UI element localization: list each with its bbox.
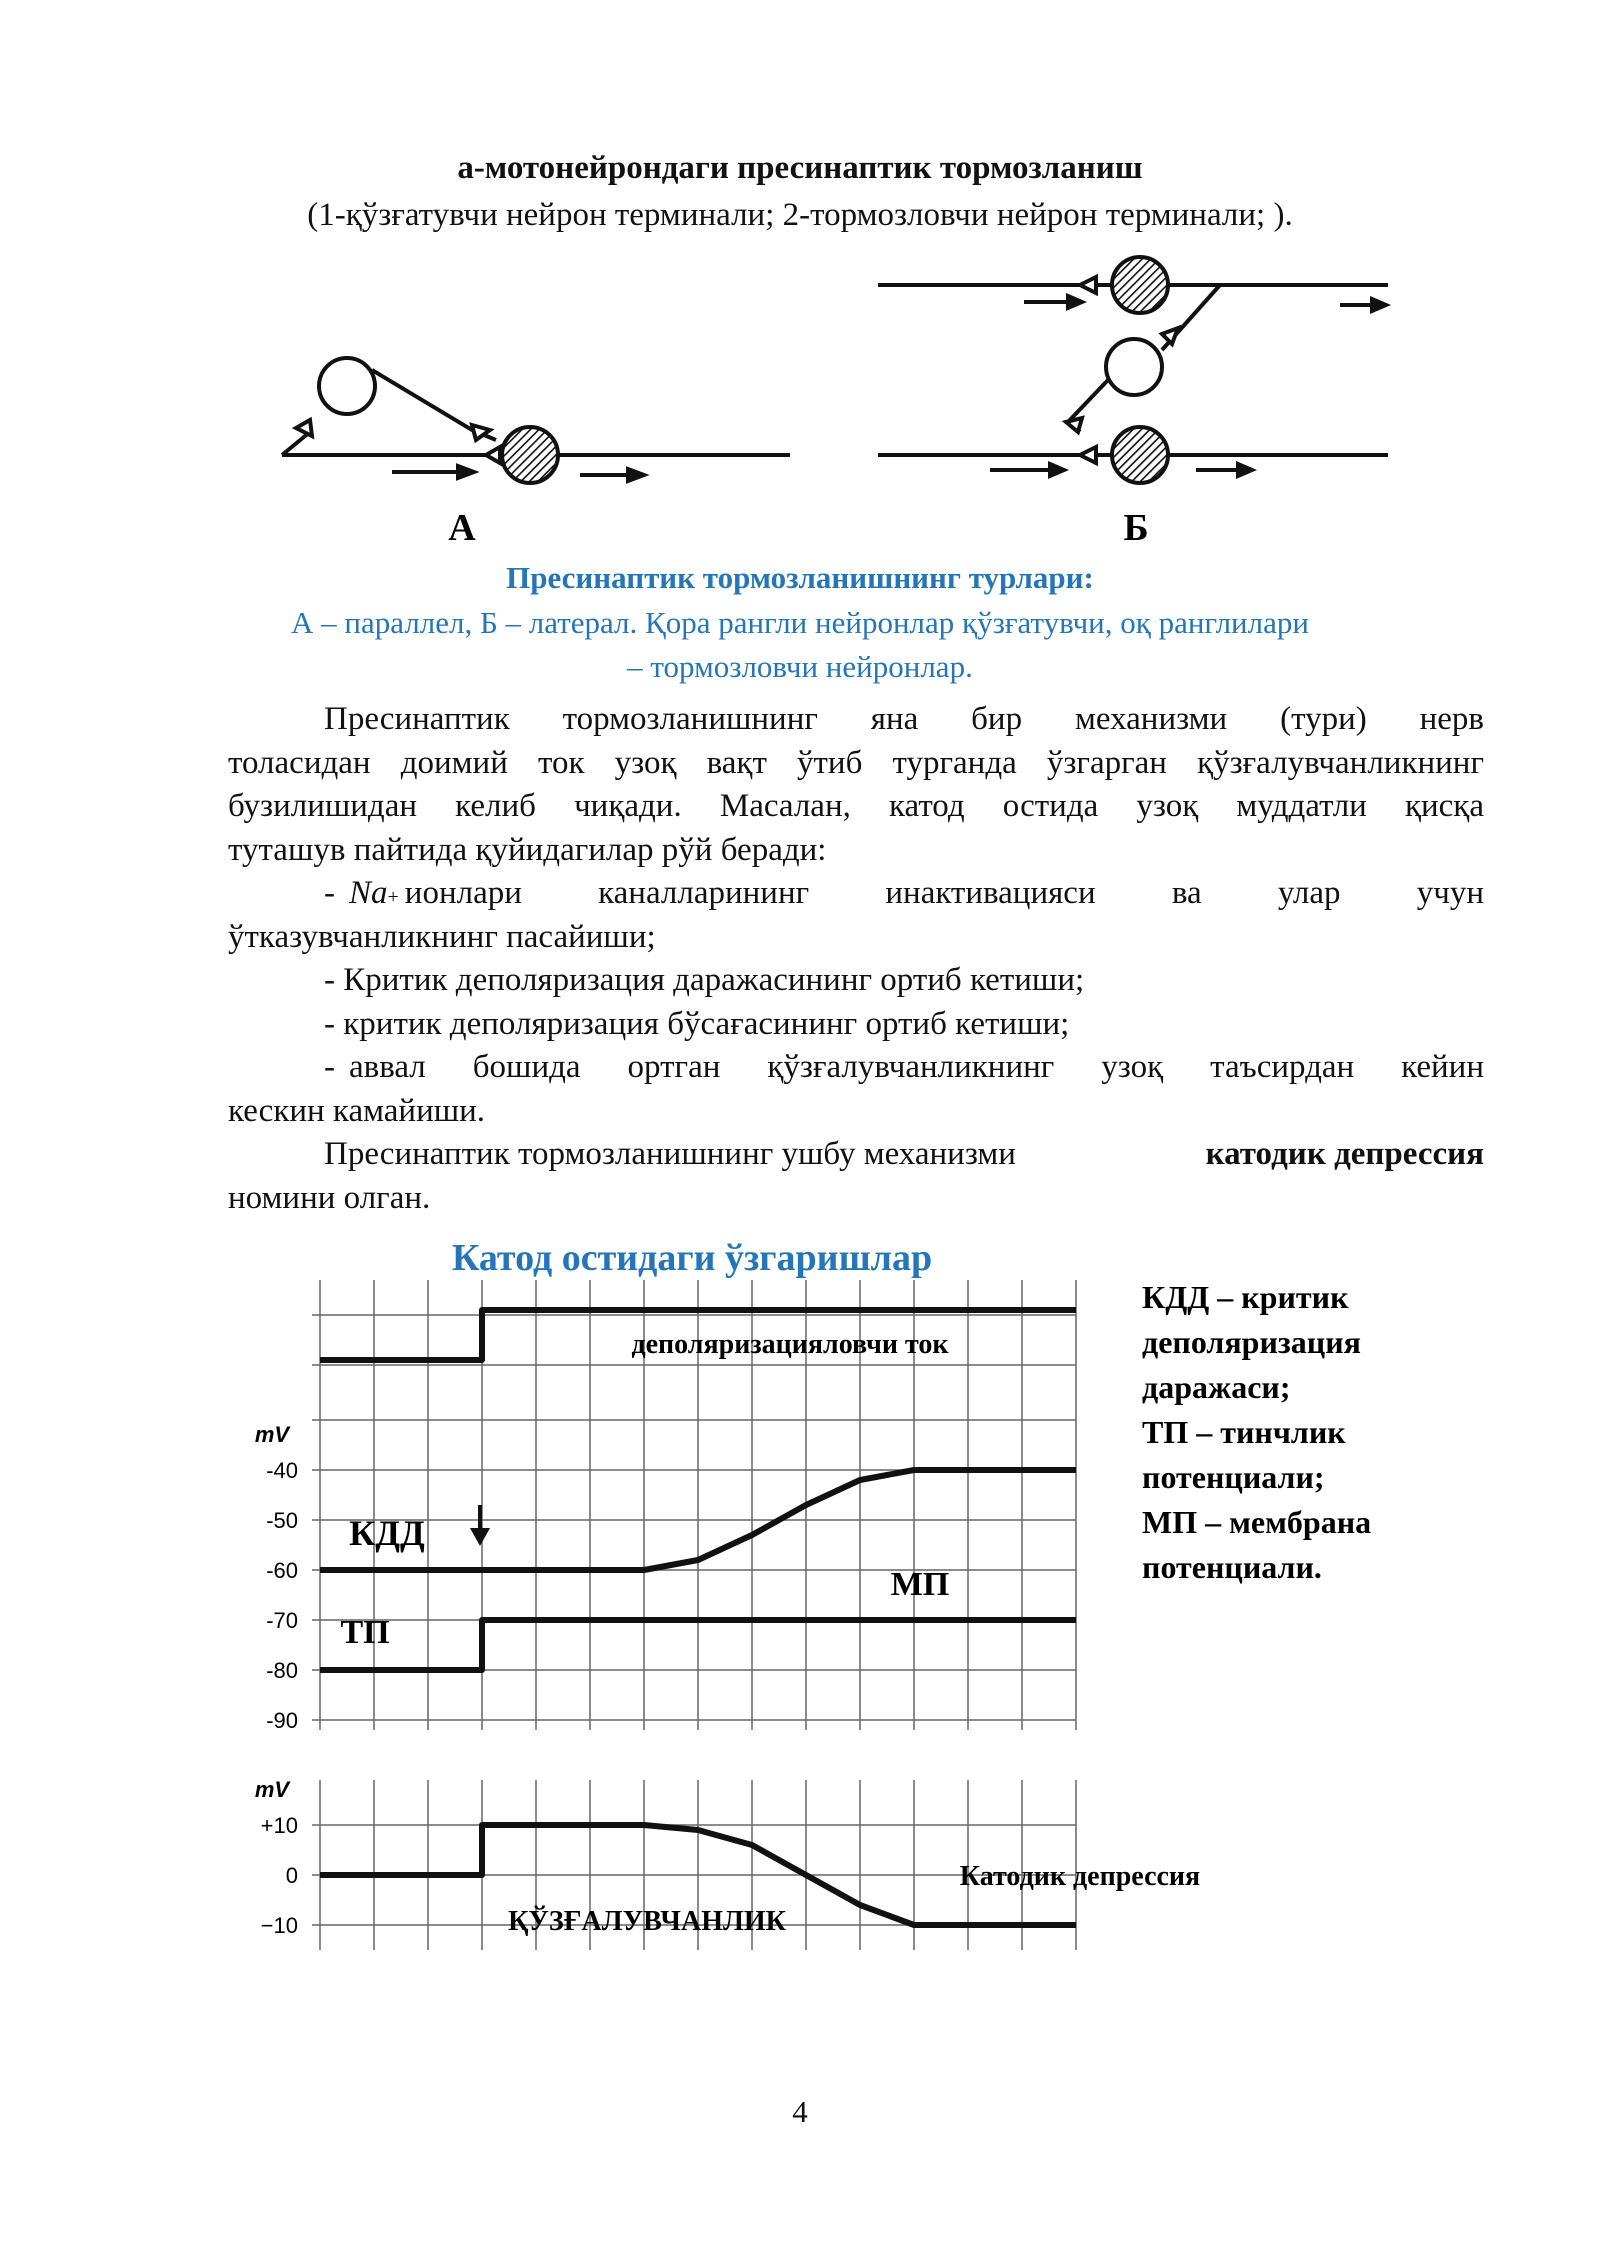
list-item-2: - Критик деполяризация даражасининг ортиб кетиши;	[324, 962, 1085, 998]
text-line: ўтказувчанликнинг пасайиши;	[228, 918, 656, 955]
label-kdd: КДД	[349, 1513, 425, 1553]
terminal-triangle	[1162, 328, 1178, 344]
neuron-branch	[282, 432, 310, 455]
tick-label: -80	[266, 1658, 298, 1683]
text-line: Критик деполяризация даражасининг ортиб кетиши;	[343, 962, 1085, 998]
text-line: бузилишидан келиб чиқади. Масалан, катод остида узоқ муддатли қисқа	[228, 788, 1484, 824]
list-item-4: - аввал бошида ортган қўзғалувчанликнинг узоқ таъсирдан кейин кескин камайиши.	[228, 1046, 1484, 1133]
list-item-1	[228, 872, 1484, 959]
tick-label: -50	[266, 1508, 298, 1533]
page-number: 4	[792, 2094, 808, 2129]
graph-grid	[312, 1280, 1076, 1950]
current-label: деполяризацияловчи ток	[631, 1329, 949, 1360]
legend-line: деполяризация	[1142, 1324, 1361, 1360]
graph-legend	[1142, 1279, 1371, 1585]
series-excitability-line	[320, 1825, 1076, 1925]
legend-line: потенциали.	[1142, 1549, 1322, 1585]
tick-labels-top	[266, 1458, 298, 1733]
graph-title: Катод остидаги ўзгаришлар	[451, 1237, 933, 1279]
figure-title: а-мотонейрондаги пресинаптик тормозланиш	[457, 150, 1143, 186]
excitatory-neuron	[502, 427, 558, 483]
tick-label: -60	[266, 1558, 298, 1583]
unit-label: mV	[254, 1422, 290, 1447]
label-tp: ТП	[340, 1614, 390, 1651]
label-b: Б	[1123, 507, 1149, 549]
label-cathodic-depression: Катодик депрессия	[959, 1861, 1201, 1892]
label-mp: МП	[890, 1566, 950, 1603]
synapse-diagrams	[0, 0, 1600, 560]
term-cathodic-depression: катодик депрессия	[1205, 1136, 1484, 1172]
arrow-head	[458, 466, 474, 478]
inhibitory-neuron	[319, 358, 375, 414]
terminal-triangle	[1080, 277, 1096, 293]
caption-heading: Пресинаптик тормозланишнинг турлари:	[506, 560, 1094, 595]
excitatory-neuron-top	[1112, 257, 1168, 313]
figure-subtitle: (1-қўзғатувчи нейрон терминали; 2-тормозловчи нейрон терминали; ).	[307, 197, 1293, 233]
tick-label: -70	[266, 1608, 298, 1633]
list-item-3: - критик деполяризация бўсағасининг ортиб кетиши;	[324, 1005, 1070, 1042]
legend-line: ТП – тинчлик	[1142, 1414, 1346, 1450]
legend-line: потенциали;	[1142, 1459, 1325, 1495]
tick-label: -40	[266, 1458, 298, 1483]
legend-line: КДД – критик	[1142, 1279, 1349, 1315]
diagram-b	[878, 257, 1388, 483]
tick-label: −10	[260, 1913, 298, 1938]
text-line: номини олган.	[228, 1179, 431, 1216]
unit-label: mV	[254, 1777, 290, 1802]
caption-line: – тормозловчи нейронлар.	[627, 649, 973, 684]
text-line: толасидан доимий ток узоқ вақт ўтиб турганда ўзгарган қўзғалувчанликнинг	[228, 744, 1484, 781]
tick-label: 0	[285, 1863, 298, 1888]
text-line: Пресинаптик тормозланишнинг яна бир механизми (тури) нерв	[324, 701, 1484, 737]
terminal-triangle	[1080, 447, 1096, 463]
terminal-triangle	[486, 447, 500, 463]
label-excitability: ҚЎЗҒАЛУВЧАНЛИК	[508, 1906, 786, 1937]
text-line: ионлари каналларининг инактивацияси ва улар учун	[404, 875, 1484, 911]
kdd-arrow	[470, 1505, 490, 1546]
graph-traces	[320, 1310, 1076, 1925]
text-line: критик деполяризация бўсағасининг ортиб кетиши;	[343, 1005, 1070, 1042]
series-tp-line	[320, 1620, 1076, 1670]
arrow-head	[1050, 464, 1064, 476]
arrow-head	[628, 469, 644, 481]
label-a: А	[448, 507, 476, 549]
series-kdd-line	[320, 1470, 1076, 1570]
text-line: туташув пайтида қуйидагилар рўй беради:	[228, 831, 827, 868]
current-trace	[320, 1310, 1076, 1360]
tick-label: -90	[266, 1708, 298, 1733]
inhibitory-neuron	[1106, 339, 1162, 395]
sodium-charge: +	[387, 886, 399, 908]
legend-line: МП – мембрана	[1142, 1504, 1372, 1540]
tick-labels-bottom	[261, 1813, 298, 1938]
text-line: Пресинаптик тормозланишнинг ушбу механизми	[324, 1136, 1016, 1172]
tick-label: +10	[260, 1813, 298, 1838]
diagram-a	[282, 358, 790, 483]
sodium-symbol: Na	[349, 875, 388, 911]
arrow-head	[1068, 296, 1082, 308]
caption-line: А – параллел, Б – латерал. Қора рангли нейронлар қўзғатувчи, оқ ранглилари	[291, 605, 1309, 640]
legend-line: даражаси;	[1142, 1369, 1291, 1405]
text-line: аввал бошида ортган қўзғалувчанликнинг узоқ таъсирдан кейин	[349, 1049, 1484, 1085]
paragraph-1	[228, 698, 1484, 872]
terminal-triangle	[296, 420, 312, 436]
terminal-triangle	[1066, 418, 1082, 432]
excitatory-neuron-bottom	[1112, 427, 1168, 483]
text-line: кескин камайиши.	[228, 1092, 486, 1129]
arrow-head	[1238, 464, 1252, 476]
list-dash: -	[324, 875, 335, 911]
arrow-head	[1372, 299, 1386, 311]
paragraph-2	[228, 1133, 1484, 1220]
